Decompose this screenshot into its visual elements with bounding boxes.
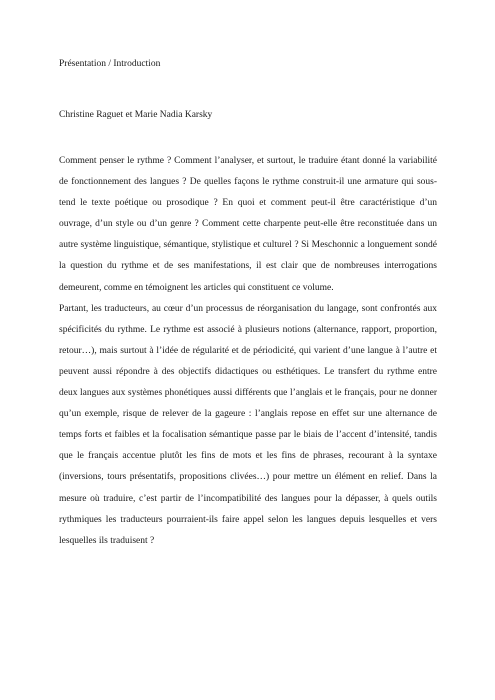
paragraph-2: Partant, les traducteurs, au cœur d’un processus de réorganisation du langage, sont confrontés aux spécificités du rythme. Le rythme est associé à plusieurs notions (alternance, rapport, proportion, retour…), mais surtout à l’idée de régularité et de périodicité, qui varient d’une langue à l’autre et peuvent aussi répondre à des objectifs didactiques ou esthétiques. Le transfert du rythme entre deux langues aux systèmes phonétiques aussi différents que l’anglais et le français, pour ne donner qu’un exemple, risque de relever de la gageure : l’anglais repose en effet sur une alternance de temps forts et faibles et la focalisation sémantique passe par le biais de l’accent d’intensité, tandis que le français accentue plutôt les fins de mots et les fins de phrases, recourant à la syntaxe (inversions, tours présentatifs, propositions clivées…) pour mettre un élément en relief. Dans la mesure où traduire, c’est partir de l’incompatibilité des langues pour la dépasser, à quels outils rythmiques les traducteurs pourraient-ils faire appel selon les langues depuis lesquelles et vers lesquelles ils traduisent ? [59, 303, 437, 546]
body-text [59, 151, 437, 552]
authors-line: Christine Raguet et Marie Nadia Karsky [59, 110, 213, 120]
section-heading: Présentation / Introduction [59, 59, 161, 69]
paragraph-1: Comment penser le rythme ? Comment l’analyser, et surtout, le traduire étant donné la variabilité de fonctionnement des langues ? De quelles façons le rythme construit-il une armature qui sous-tend le texte poétique ou prosodique ? En quoi et comment peut-il être caractéristique d’un ouvrage, d’un style ou d’un genre ? Comment cette charpente peut-elle être reconstituée dans un autre système linguistique, sémantique, stylistique et culturel ? Si Meschonnic a longuement sondé la question du rythme et de ses manifestations, il est clair que de nombreuses interrogations demeurent, comme en témoignent les articles qui constituent ce volume. [59, 156, 437, 293]
